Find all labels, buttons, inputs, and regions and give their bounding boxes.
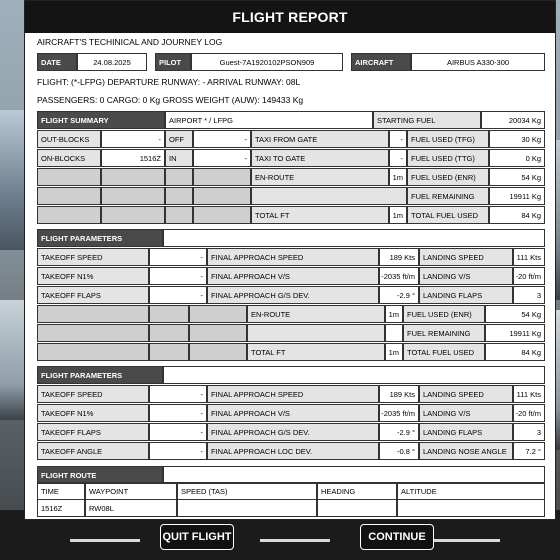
params1-extra-row xyxy=(37,305,545,323)
summary-airport: AIRPORT * / LFPG xyxy=(165,111,373,129)
param-cell: TAKEOFF N1% xyxy=(37,404,149,422)
date-label: DATE xyxy=(37,53,77,71)
starting-fuel-label: STARTING FUEL xyxy=(373,111,481,129)
route-columns-row xyxy=(37,482,545,500)
param-cell: LANDING V/S xyxy=(419,404,513,422)
params2-header-row xyxy=(37,366,545,384)
param-cell: 189 Kts xyxy=(379,248,419,266)
param-cell xyxy=(247,324,385,342)
param-cell: 19911 Kg xyxy=(485,324,545,342)
summary-cell: IN xyxy=(165,149,193,167)
summary-cell: 0 Kg xyxy=(489,149,545,167)
runway-marking xyxy=(260,539,330,542)
route-column-header: SPEED (TAS) xyxy=(177,482,317,500)
summary-cell xyxy=(165,168,193,186)
param-cell: -20 ft/m xyxy=(513,404,545,422)
param-cell: FUEL REMAINING xyxy=(403,324,485,342)
background-left-edge xyxy=(0,110,24,250)
summary-cell xyxy=(193,206,251,224)
route-cell: 1516Z xyxy=(37,499,85,517)
param-cell: 7.2 ° xyxy=(513,442,545,460)
param-cell: LANDING V/S xyxy=(419,267,513,285)
summary-cell: 84 Kg xyxy=(489,206,545,224)
param-cell: EN-ROUTE xyxy=(247,305,385,323)
quit-flight-button[interactable]: QUIT FLIGHT xyxy=(160,524,234,550)
param-cell: LANDING SPEED xyxy=(419,248,513,266)
summary-cell xyxy=(165,206,193,224)
summary-row xyxy=(37,206,545,224)
params1-header-blank xyxy=(163,229,545,247)
param-cell: FINAL APPROACH V/S xyxy=(207,267,379,285)
summary-row xyxy=(37,168,545,186)
param-cell: - xyxy=(149,385,207,403)
blank-cell xyxy=(37,343,149,361)
summary-cell: FUEL USED (ENR) xyxy=(407,168,489,186)
summary-cell: FUEL REMAINING xyxy=(407,187,489,205)
report-header xyxy=(25,1,555,33)
summary-cell xyxy=(101,168,165,186)
route-column-header: HEADING xyxy=(317,482,397,500)
params2-row xyxy=(37,404,545,422)
blank-cell xyxy=(189,324,247,342)
pilot-value: Guest-7A1920102PSON909 xyxy=(191,53,343,71)
report-title: FLIGHT REPORT xyxy=(232,9,348,25)
params1-header-row xyxy=(37,229,545,247)
param-cell: TOTAL FUEL USED xyxy=(403,343,485,361)
summary-cell: FUEL USED (TTG) xyxy=(407,149,489,167)
summary-cell xyxy=(165,187,193,205)
summary-cell xyxy=(193,187,251,205)
runway-marking xyxy=(430,539,500,542)
param-cell: - xyxy=(149,267,207,285)
summary-cell: FUEL USED (TFG) xyxy=(407,130,489,148)
param-cell: - xyxy=(149,442,207,460)
params1-label: FLIGHT PARAMETERS xyxy=(37,229,163,247)
params1-row xyxy=(37,286,545,304)
summary-cell: 1m xyxy=(389,206,407,224)
param-cell: TOTAL FT xyxy=(247,343,385,361)
starting-fuel-value: 20034 Kg xyxy=(481,111,545,129)
param-cell: 189 Kts xyxy=(379,385,419,403)
summary-label: FLIGHT SUMMARY xyxy=(37,111,165,129)
date-value: 24.08.2025 xyxy=(77,53,147,71)
blank-cell xyxy=(149,324,189,342)
summary-cell: - xyxy=(193,130,251,148)
summary-cell: ON-BLOCKS xyxy=(37,149,101,167)
top-info-row xyxy=(37,53,545,71)
param-cell: -2.9 ° xyxy=(379,423,419,441)
param-cell: 1m xyxy=(385,343,403,361)
summary-cell: 1516Z xyxy=(101,149,165,167)
aircraft-value: AIRBUS A330-300 xyxy=(411,53,545,71)
param-cell: 54 Kg xyxy=(485,305,545,323)
blank-cell xyxy=(37,324,149,342)
route-cell xyxy=(177,499,317,517)
param-cell: FUEL USED (ENR) xyxy=(403,305,485,323)
blank-cell xyxy=(37,305,149,323)
param-cell: 3 xyxy=(513,423,545,441)
background-left-edge-lower xyxy=(0,300,24,420)
params1-extra-row xyxy=(37,343,545,361)
params1-row xyxy=(37,267,545,285)
blank-cell xyxy=(149,305,189,323)
summary-cell: - xyxy=(193,149,251,167)
param-cell: FINAL APPROACH G/S DEV. xyxy=(207,286,379,304)
summary-cell xyxy=(37,187,101,205)
summary-row xyxy=(37,149,545,167)
summary-cell: TOTAL FT xyxy=(251,206,389,224)
param-cell xyxy=(385,324,403,342)
param-cell: FINAL APPROACH LOC DEV. xyxy=(207,442,379,460)
param-cell: FINAL APPROACH SPEED xyxy=(207,385,379,403)
param-cell: -2.9 ° xyxy=(379,286,419,304)
summary-header-row xyxy=(37,111,545,129)
param-cell: - xyxy=(149,423,207,441)
param-cell: TAKEOFF SPEED xyxy=(37,248,149,266)
blank-cell xyxy=(149,343,189,361)
param-cell: TAKEOFF N1% xyxy=(37,267,149,285)
param-cell: 111 Kts xyxy=(513,385,545,403)
route-column-header: ALTITUDE xyxy=(397,482,545,500)
param-cell: - xyxy=(149,248,207,266)
params2-row xyxy=(37,385,545,403)
param-cell: LANDING FLAPS xyxy=(419,423,513,441)
summary-cell xyxy=(251,187,407,205)
summary-cell: 54 Kg xyxy=(489,168,545,186)
param-cell: 84 Kg xyxy=(485,343,545,361)
summary-cell xyxy=(37,168,101,186)
param-cell: 111 Kts xyxy=(513,248,545,266)
continue-button[interactable]: CONTINUE xyxy=(360,524,434,550)
blank-cell xyxy=(189,343,247,361)
params2-header-blank xyxy=(163,366,545,384)
summary-cell xyxy=(37,206,101,224)
param-cell: FINAL APPROACH V/S xyxy=(207,404,379,422)
param-cell: FINAL APPROACH G/S DEV. xyxy=(207,423,379,441)
param-cell: TAKEOFF FLAPS xyxy=(37,286,149,304)
summary-cell: TOTAL FUEL USED xyxy=(407,206,489,224)
summary-cell: - xyxy=(389,149,407,167)
params2-row xyxy=(37,442,545,460)
summary-cell: 1m xyxy=(389,168,407,186)
param-cell: - xyxy=(149,404,207,422)
route-column-header: TIME xyxy=(37,482,85,500)
route-cell: RW08L xyxy=(85,499,177,517)
param-cell: -2035 ft/m xyxy=(379,267,419,285)
pilot-label: PILOT xyxy=(155,53,191,71)
param-cell: TAKEOFF ANGLE xyxy=(37,442,149,460)
summary-cell xyxy=(101,187,165,205)
blank-cell xyxy=(189,305,247,323)
param-cell: LANDING SPEED xyxy=(419,385,513,403)
summary-cell: TAXI TO GATE xyxy=(251,149,389,167)
summary-cell: - xyxy=(389,130,407,148)
summary-cell xyxy=(101,206,165,224)
params2-row xyxy=(37,423,545,441)
params2-label: FLIGHT PARAMETERS xyxy=(37,366,163,384)
params1-row xyxy=(37,248,545,266)
param-cell: 3 xyxy=(513,286,545,304)
param-cell: LANDING FLAPS xyxy=(419,286,513,304)
params1-extra-row xyxy=(37,324,545,342)
route-cell xyxy=(397,499,545,517)
summary-cell: 30 Kg xyxy=(489,130,545,148)
summary-cell: OUT-BLOCKS xyxy=(37,130,101,148)
summary-row xyxy=(37,187,545,205)
param-cell: -2035 ft/m xyxy=(379,404,419,422)
log-title: AIRCRAFT'S TECHINICAL AND JOURNEY LOG xyxy=(37,37,223,47)
route-row xyxy=(37,499,545,517)
summary-cell: - xyxy=(101,130,165,148)
param-cell: TAKEOFF SPEED xyxy=(37,385,149,403)
summary-cell: EN-ROUTE xyxy=(251,168,389,186)
runway-marking xyxy=(70,539,140,542)
route-column-header: WAYPOINT xyxy=(85,482,177,500)
route-cell xyxy=(317,499,397,517)
param-cell: FINAL APPROACH SPEED xyxy=(207,248,379,266)
param-cell: TAKEOFF FLAPS xyxy=(37,423,149,441)
summary-cell: 19911 Kg xyxy=(489,187,545,205)
flight-info-line: FLIGHT: (*-LFPG) DEPARTURE RUNWAY: - ARRIVAL RUNWAY: 08L xyxy=(37,77,301,87)
summary-cell: OFF xyxy=(165,130,193,148)
param-cell: -0.8 ° xyxy=(379,442,419,460)
summary-row xyxy=(37,130,545,148)
aircraft-label: AIRCRAFT xyxy=(351,53,411,71)
param-cell: 1m xyxy=(385,305,403,323)
load-info-line: PASSENGERS: 0 CARGO: 0 Kg GROSS WEIGHT (AUW): 149433 Kg xyxy=(37,95,304,105)
summary-cell xyxy=(193,168,251,186)
summary-cell: TAXI FROM GATE xyxy=(251,130,389,148)
param-cell: LANDING NOSE ANGLE xyxy=(419,442,513,460)
flight-report-panel xyxy=(24,0,556,520)
route-label: FLIGHT ROUTE xyxy=(37,466,163,484)
param-cell: - xyxy=(149,286,207,304)
param-cell: -20 ft/m xyxy=(513,267,545,285)
